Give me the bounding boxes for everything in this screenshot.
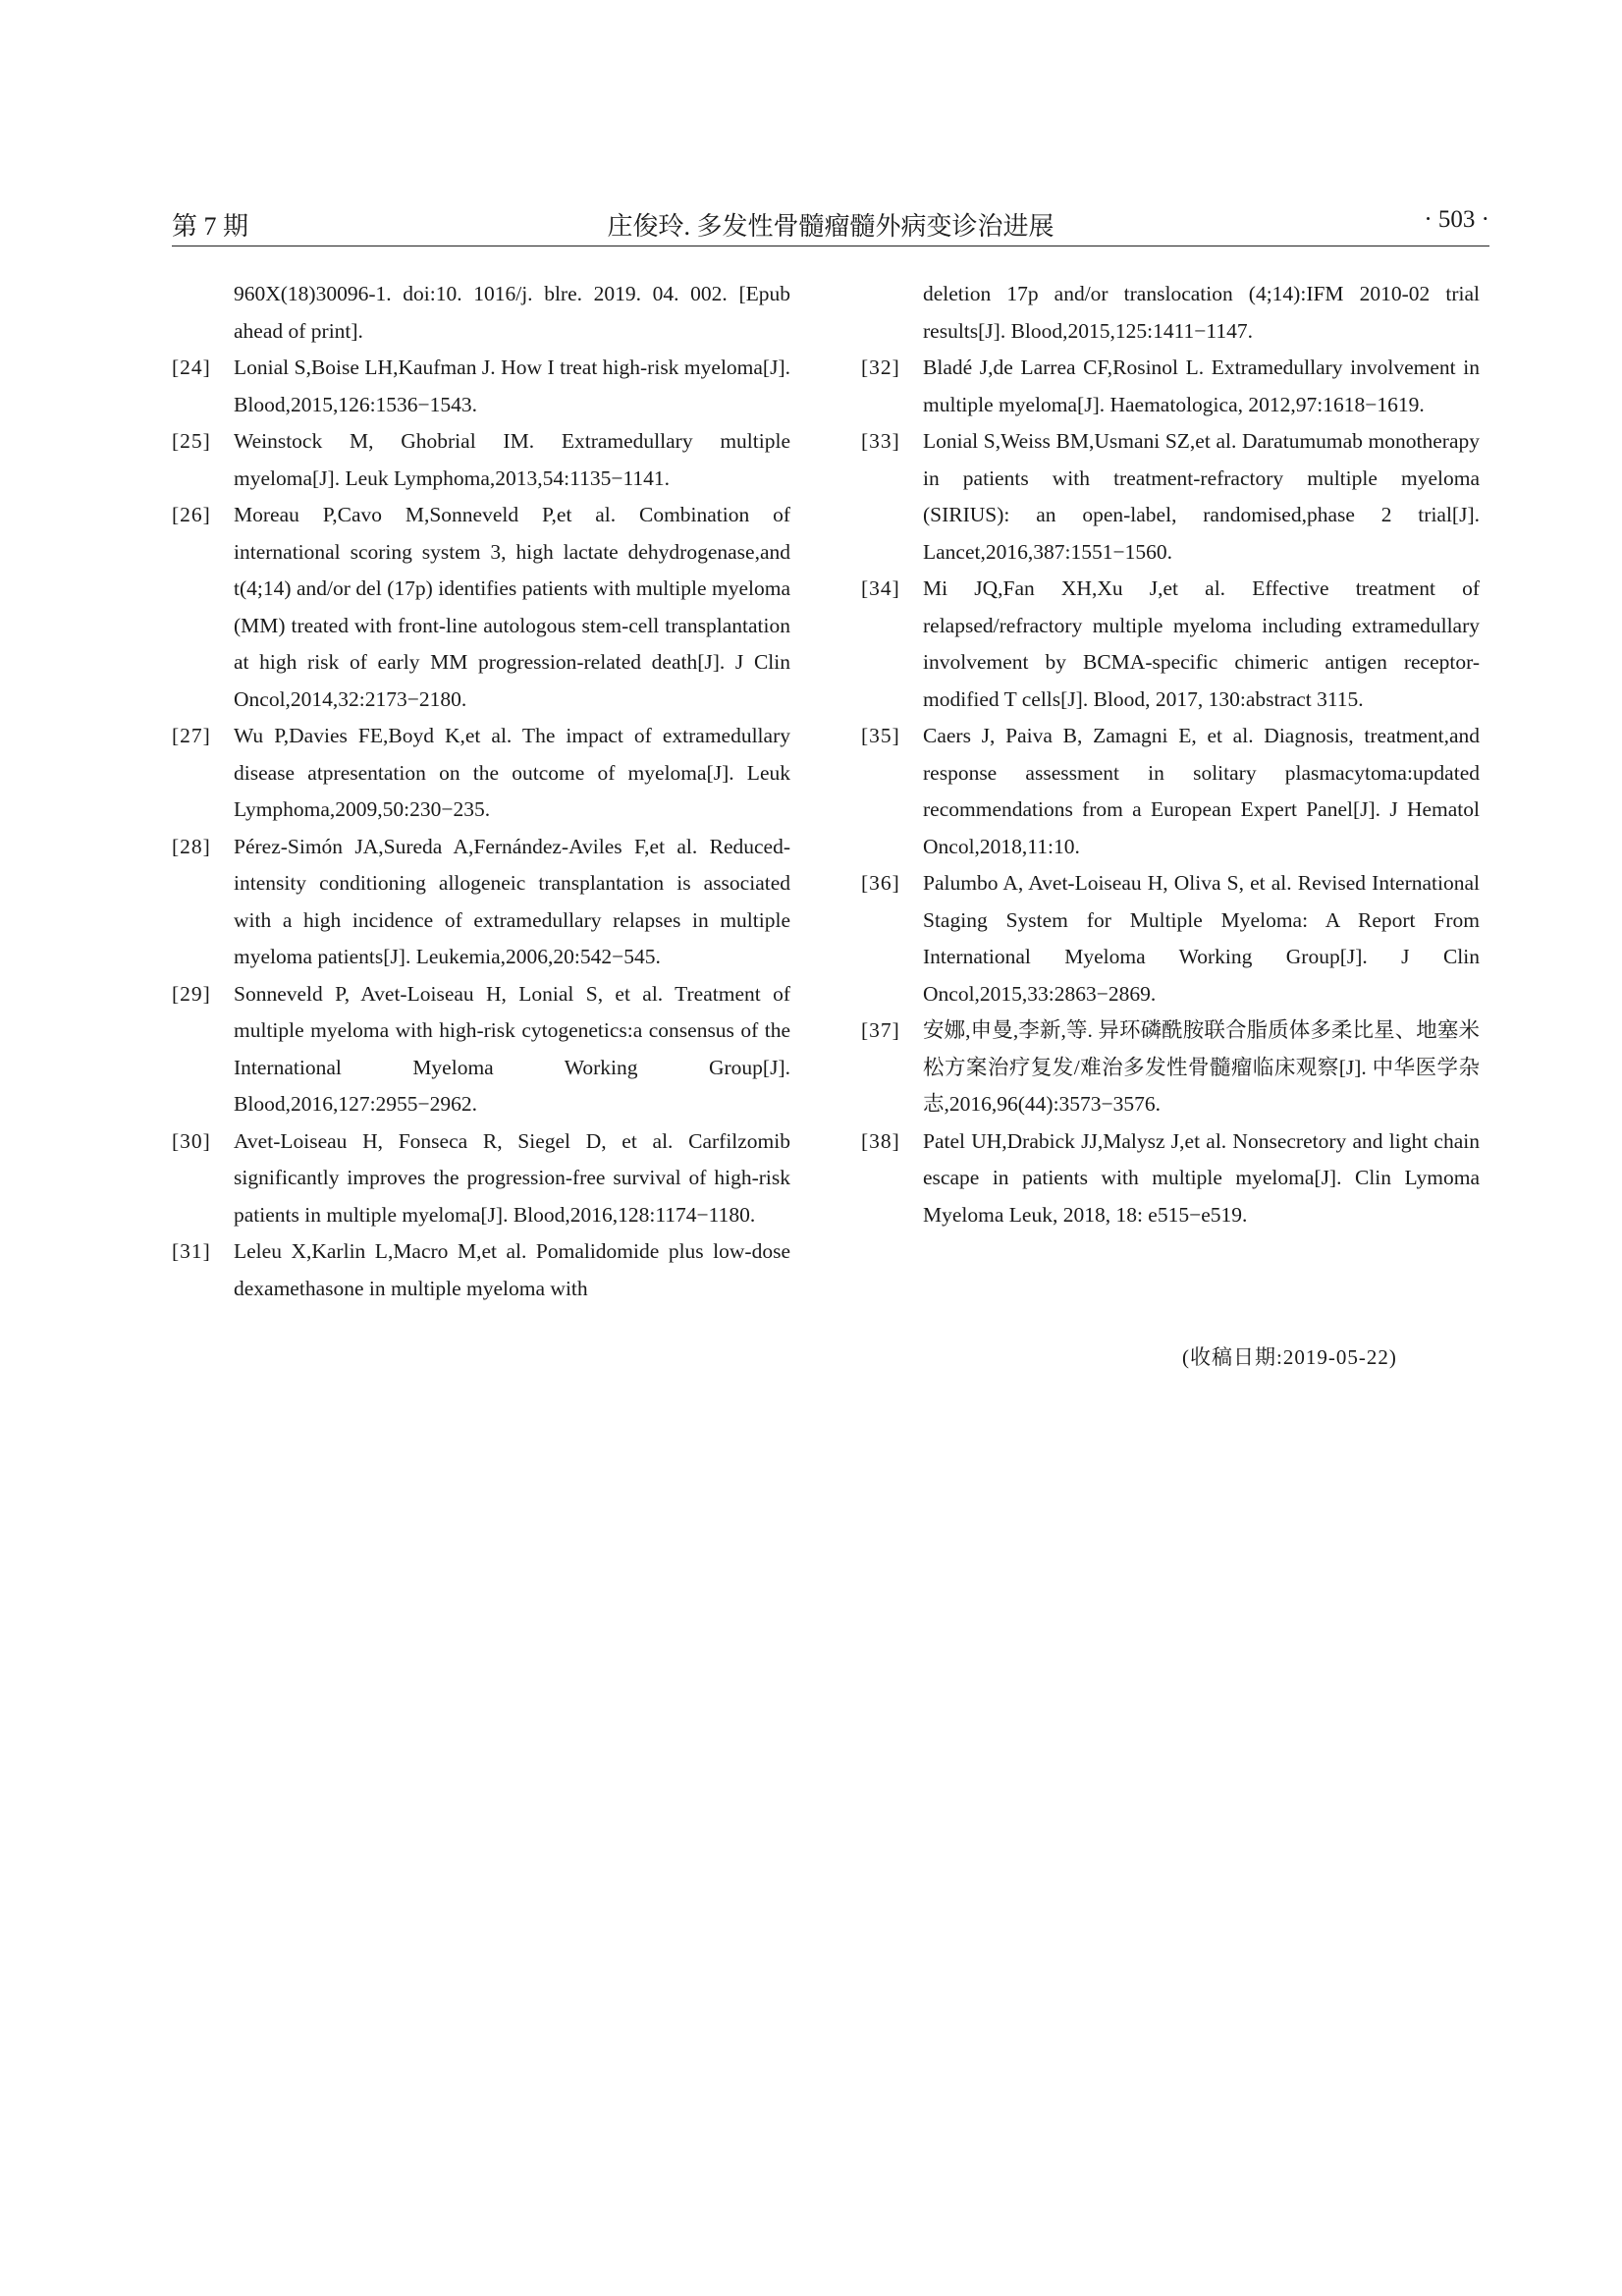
- reference-text: Weinstock M, Ghobrial IM. Extramedullary multiple myeloma[J]. Leuk Lymphoma,2013,54:1135−1141.: [234, 429, 790, 490]
- reference-text: Wu P,Davies FE,Boyd K,et al. The impact of extramedullary disease atpresentation on the outcome of myeloma[J]. Leuk Lymphoma,2009,50:230−235.: [234, 724, 790, 821]
- reference-number: [33]: [861, 429, 900, 453]
- reference-item: [172, 829, 790, 976]
- reference-item: [861, 423, 1480, 571]
- reference-text: Leleu X,Karlin L,Macro M,et al. Pomalidomide plus low-dose dexamethasone in multiple myeloma with: [234, 1239, 790, 1300]
- reference-item: [861, 1123, 1480, 1234]
- reference-text: Caers J, Paiva B, Zamagni E, et al. Diagnosis, treatment,and response assessment in solitary plasmacytoma:updated recommendations from a European Expert Panel[J]. J Hematol Oncol,2018,11:10.: [923, 724, 1480, 858]
- reference-item: [861, 1012, 1480, 1123]
- reference-number: [37]: [861, 1018, 900, 1042]
- reference-item: [861, 718, 1480, 865]
- reference-text: Bladé J,de Larrea CF,Rosinol L. Extramedullary involvement in multiple myeloma[J]. Haematologica, 2012,97:1618−1619.: [923, 355, 1480, 416]
- reference-continuation: 960X(18)30096-1. doi:10. 1016/j. blre. 2019. 04. 002. [Epub ahead of print].: [234, 282, 790, 343]
- reference-number: [31]: [172, 1239, 211, 1263]
- reference-number: [24]: [172, 355, 211, 379]
- reference-item: [861, 865, 1480, 1012]
- reference-text: Lonial S,Boise LH,Kaufman J. How I treat high-risk myeloma[J]. Blood,2015,126:1536−1543.: [234, 355, 790, 416]
- reference-item: [172, 1123, 790, 1234]
- reference-text: 安娜,申曼,李新,等. 异环磷酰胺联合脂质体多柔比星、地塞米松方案治疗复发/难治多发性骨髓瘤临床观察[J]. 中华医学杂志,2016,96(44):3573−3576.: [923, 1018, 1480, 1116]
- reference-item: [861, 571, 1480, 718]
- reference-item: [172, 423, 790, 497]
- received-date: (收稿日期:2019-05-22): [1182, 1345, 1397, 1369]
- reference-text: Patel UH,Drabick JJ,Malysz J,et al. Nonsecretory and light chain escape in patients with multiple myeloma[J]. Clin Lymoma Myeloma Leuk, 2018, 18: e515−e519.: [923, 1128, 1480, 1227]
- reference-number: [29]: [172, 981, 211, 1006]
- reference-number: [35]: [861, 724, 900, 747]
- reference-number: [26]: [172, 503, 211, 526]
- reference-text: Mi JQ,Fan XH,Xu J,et al. Effective treatment of relapsed/refractory multiple myeloma including extramedullary involvement by BCMA-specific chimeric antigen receptor-modified T cells[J]. Blood, 2017, 130:abstract 3115.: [923, 576, 1480, 711]
- reference-item: [172, 718, 790, 829]
- reference-number: [28]: [172, 834, 211, 858]
- reference-number: [30]: [172, 1128, 211, 1153]
- reference-item: [861, 350, 1480, 423]
- reference-number: [36]: [861, 871, 900, 895]
- reference-text: Pérez-Simón JA,Sureda A,Fernández-Aviles F,et al. Reduced-intensity conditioning allogeneic transplantation is associated with a high incidence of extramedullary relapses in multiple myeloma patients[J]. Leukemia,2006,20:542−545.: [234, 834, 790, 968]
- right-reference-column: [861, 276, 1480, 1233]
- reference-number: [38]: [861, 1128, 900, 1153]
- reference-continuation: deletion 17p and/or translocation (4;14):IFM 2010-02 trial results[J]. Blood,2015,125:1411−1147.: [923, 282, 1480, 343]
- page-number: · 503 ·: [1424, 206, 1489, 233]
- reference-number: [34]: [861, 576, 900, 600]
- reference-number: [25]: [172, 429, 211, 453]
- reference-text: Palumbo A, Avet-Loiseau H, Oliva S, et al. Revised International Staging System for Multiple Myeloma: A Report From International Myeloma Working Group[J]. J Clin Oncol,2015,33:2863−2869.: [923, 871, 1480, 1006]
- reference-text: Avet-Loiseau H, Fonseca R, Siegel D, et al. Carfilzomib significantly improves the progression-free survival of high-risk patients in multiple myeloma[J]. Blood,2016,128:1174−1180.: [234, 1128, 790, 1227]
- reference-item: [172, 1233, 790, 1307]
- left-reference-column: [172, 276, 790, 1307]
- running-title: 庄俊玲. 多发性骨髓瘤髓外病变诊治进展: [607, 212, 1054, 241]
- reference-text: Sonneveld P, Avet-Loiseau H, Lonial S, et al. Treatment of multiple myeloma with high-risk cytogenetics:a consensus of the International Myeloma Working Group[J]. Blood,2016,127:2955−2962.: [234, 981, 790, 1116]
- reference-number: [27]: [172, 724, 211, 747]
- reference-text: Lonial S,Weiss BM,Usmani SZ,et al. Daratumumab monotherapy in patients with treatment-refractory multiple myeloma (SIRIUS): an open-label, randomised,phase 2 trial[J]. Lancet,2016,387:1551−1560.: [923, 429, 1480, 564]
- reference-number: [32]: [861, 355, 900, 379]
- issue-number: 第 7 期: [172, 212, 249, 241]
- reference-item: [172, 976, 790, 1123]
- page-header: [172, 202, 1489, 246]
- reference-item: [172, 350, 790, 423]
- reference-text: Moreau P,Cavo M,Sonneveld P,et al. Combination of international scoring system 3, high lactate dehydrogenase,and t(4;14) and/or del (17p) identifies patients with multiple myeloma (MM) treated with front-line autologous stem-cell transplantation at high risk of early MM progression-related death[J]. J Clin Oncol,2014,32:2173−2180.: [234, 503, 790, 711]
- reference-item: [172, 497, 790, 718]
